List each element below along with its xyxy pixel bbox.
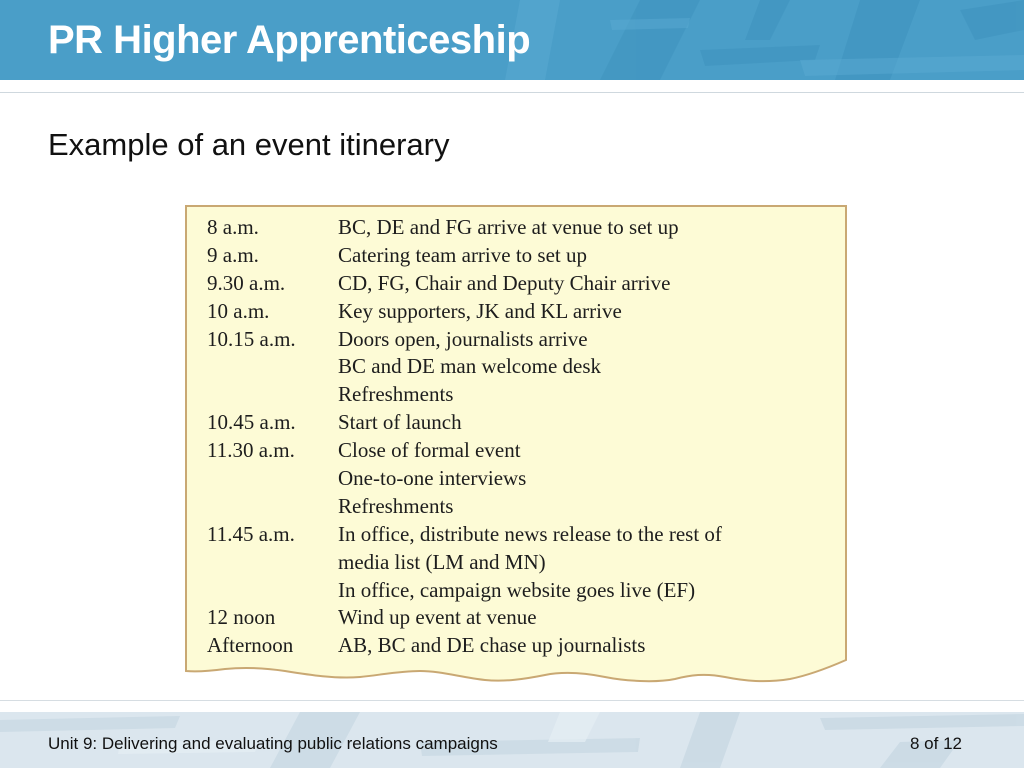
itinerary-event: In office, campaign website goes live (EF) <box>338 577 696 602</box>
itinerary-row <box>207 214 722 242</box>
itinerary-event: Catering team arrive to set up <box>338 242 587 267</box>
itinerary-time: 11.30 a.m. <box>207 438 295 463</box>
itinerary-event: BC and DE man welcome desk <box>338 354 602 379</box>
itinerary-event: media list (LM and MN) <box>338 549 546 574</box>
itinerary-time: Afternoon <box>207 633 294 658</box>
itinerary-row <box>207 604 722 632</box>
itinerary-time: 10 a.m. <box>207 298 270 323</box>
itinerary-row <box>207 270 722 298</box>
itinerary-list <box>207 214 722 660</box>
itinerary-time: 8 a.m. <box>207 215 259 239</box>
itinerary-time <box>207 577 338 605</box>
slide-header <box>0 0 1024 80</box>
itinerary-row <box>207 326 722 354</box>
itinerary-event: Refreshments <box>338 493 454 518</box>
footer-page-number: 8 of 12 <box>910 734 962 753</box>
itinerary-event: One-to-one interviews <box>338 466 527 491</box>
footer-divider <box>0 700 1024 701</box>
itinerary-row <box>207 381 722 409</box>
slide-title: PR Higher Apprenticeship <box>48 18 531 62</box>
itinerary-time: 12 noon <box>207 605 276 630</box>
itinerary-event: CD, FG, Chair and Deputy Chair arrive <box>338 270 671 295</box>
itinerary-note-card <box>185 205 847 685</box>
slide-subtitle: Example of an event itinerary <box>48 127 450 162</box>
itinerary-event: Start of launch <box>338 410 462 435</box>
itinerary-time: 10.45 a.m. <box>207 410 296 435</box>
itinerary-time <box>207 465 338 493</box>
itinerary-event: Doors open, journalists arrive <box>338 326 588 351</box>
itinerary-row <box>207 465 722 493</box>
itinerary-event: In office, distribute news release to the rest of <box>338 521 722 546</box>
itinerary-event: Refreshments <box>338 382 454 407</box>
itinerary-time <box>207 493 338 521</box>
itinerary-event: Wind up event at venue <box>338 605 537 630</box>
itinerary-row <box>207 298 722 326</box>
itinerary-event: Key supporters, JK and KL arrive <box>338 298 622 323</box>
itinerary-row <box>207 521 722 549</box>
itinerary-time: 11.45 a.m. <box>207 521 295 546</box>
footer-course-title: Unit 9: Delivering and evaluating public relations campaigns <box>48 734 498 753</box>
itinerary-row <box>207 632 722 660</box>
itinerary-time <box>207 549 338 577</box>
itinerary-row <box>207 577 722 605</box>
itinerary-row <box>207 549 722 577</box>
itinerary-event: Close of formal event <box>338 438 521 463</box>
header-divider <box>0 92 1024 93</box>
itinerary-time <box>207 381 338 409</box>
itinerary-event: AB, BC and DE chase up journalists <box>338 633 646 658</box>
itinerary-row <box>207 242 722 270</box>
itinerary-time: 9.30 a.m. <box>207 270 286 295</box>
itinerary-row <box>207 353 722 381</box>
itinerary-row <box>207 409 722 437</box>
itinerary-event: BC, DE and FG arrive at venue to set up <box>338 215 679 239</box>
itinerary-row <box>207 493 722 521</box>
itinerary-time: 10.15 a.m. <box>207 326 296 351</box>
itinerary-time <box>207 353 338 381</box>
itinerary-time: 9 a.m. <box>207 242 259 267</box>
itinerary-row <box>207 437 722 465</box>
